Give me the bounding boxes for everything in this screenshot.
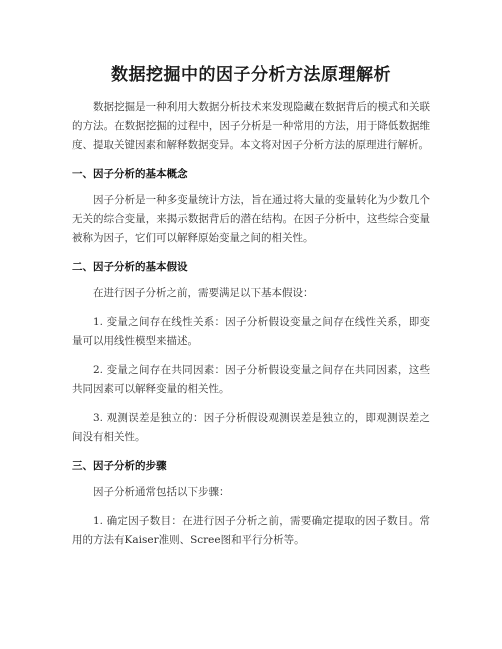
section-paragraph: 在进行因子分析之前，需要满足以下基本假设：: [93, 287, 314, 299]
document-title: 数据挖掘中的因子分析方法原理解析: [111, 65, 391, 85]
section-paragraph: 因子分析是一种多变量统计方法，旨在通过将大量的变量转化为少数几个无关的综合变量，来揭示数据背后的潜在结构。在因子分析中，这些综合变量被称为因子，它们可以解释原始变量之间的相关性。: [72, 194, 430, 244]
document-body: [72, 98, 430, 560]
section-heading: 三、因子分析的步骤: [72, 460, 167, 472]
section-heading: 二、因子分析的基本假设: [72, 261, 188, 273]
intro-paragraph: 数据挖掘是一种利用大数据分析技术来发现隐藏在数据背后的模式和关联的方法。在数据挖掘的过程中，因子分析是一种常用的方法，用于降低数据维度、提取关键因素和解释数据变异。本文将对因子分析方法的原理进行解析。: [72, 101, 430, 151]
section-paragraph: 2. 变量之间存在共同因素：因子分析假设变量之间存在共同因素，这些共同因素可以解释变量的相关性。: [72, 364, 430, 395]
section-paragraph: 因子分析通常包括以下步骤：: [93, 486, 230, 498]
section-paragraph: 1. 变量之间存在线性关系：因子分析假设变量之间存在线性关系，即变量可以用线性模型来描述。: [72, 316, 430, 347]
section-paragraph: 1. 确定因子数目：在进行因子分析之前，需要确定提取的因子数目。常用的方法有Kaiser准则、Scree图和平行分析等。: [72, 515, 430, 546]
section-paragraph: 3. 观测误差是独立的：因子分析假设观测误差是独立的，即观测误差之间没有相关性。: [72, 412, 430, 443]
section-heading: 一、因子分析的基本概念: [72, 168, 188, 180]
